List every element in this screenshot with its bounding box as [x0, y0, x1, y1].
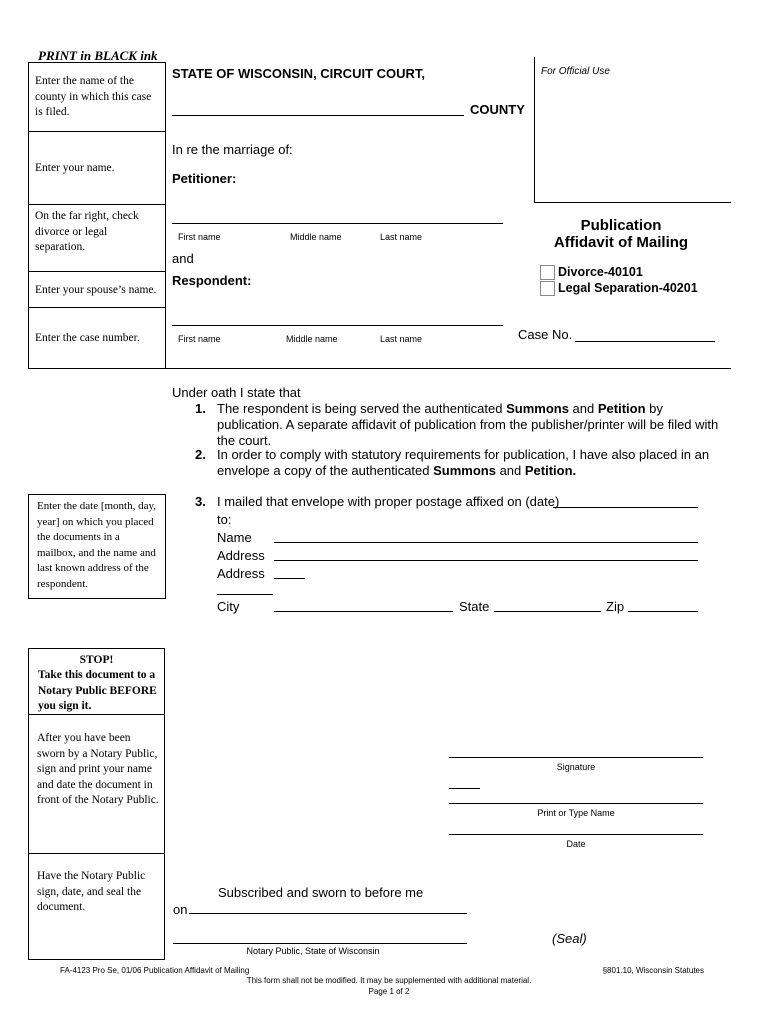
address2-input[interactable]	[274, 578, 305, 579]
divider	[28, 368, 731, 369]
date-input[interactable]	[449, 834, 703, 835]
zip-input[interactable]	[628, 611, 698, 612]
instruction-notary: Have the Notary Public sign, date, and seal the document.	[37, 870, 146, 913]
county-input[interactable]	[172, 115, 464, 116]
divorce-label: Divorce-40101	[558, 265, 643, 279]
petitioner-first-name-label: First name	[178, 232, 221, 242]
form-title-line2: Affidavit of Mailing	[553, 234, 689, 251]
case-no-input[interactable]	[575, 341, 715, 342]
instruction-case-number: Enter the case number.	[35, 332, 140, 344]
respondent-name-input[interactable]	[172, 325, 503, 326]
county-label: COUNTY	[470, 102, 525, 117]
item1-petition: Petition	[597, 401, 646, 416]
signature-extra-line[interactable]	[449, 788, 480, 789]
city-label: City	[217, 599, 240, 614]
divider	[28, 853, 165, 854]
footer-page: Page 1 of 2	[368, 987, 410, 996]
oath-intro: Under oath I state that	[172, 385, 301, 400]
seal-label: (Seal)	[552, 931, 587, 946]
divider	[165, 62, 166, 368]
instruction-your-name: Enter your name.	[35, 162, 115, 174]
zip-label: Zip	[606, 599, 625, 614]
item2-petition: Petition.	[524, 463, 577, 478]
petitioner-last-name-label: Last name	[380, 232, 423, 242]
divider	[28, 62, 29, 368]
official-use-box	[534, 57, 535, 202]
item3-to: to:	[217, 512, 232, 527]
signature-input[interactable]	[449, 757, 703, 758]
notary-label: Notary Public, State of Wisconsin	[246, 946, 380, 956]
item3-number: 3.	[195, 494, 206, 509]
item2-text-c: and	[495, 463, 525, 478]
divider	[28, 307, 165, 308]
divorce-checkbox[interactable]	[540, 265, 555, 280]
address1-label: Address	[217, 548, 265, 563]
court-title: STATE OF WISCONSIN, CIRCUIT COURT,	[172, 66, 426, 81]
notary-date-input[interactable]	[189, 913, 467, 914]
divider	[28, 62, 165, 63]
state-input[interactable]	[494, 611, 601, 612]
stop-body: Take this document to a Notary Public BEFORE you sign it.	[38, 669, 157, 712]
item1-text-c: and	[568, 401, 598, 416]
item2-text-a: In order to comply with statutory requirements for publication, I have also placed in an envelope a copy of the authenticated	[217, 447, 710, 478]
footer-statute: §801.10, Wisconsin Statutes	[602, 966, 704, 975]
respondent-mail-name-input[interactable]	[274, 542, 698, 543]
print-name-input[interactable]	[449, 803, 703, 804]
instruction-mailing: Enter the date [month, day, year] on which you placed the documents in a mailbox, and the name and last known address of the respondent.	[37, 500, 157, 590]
item1-text-a: The respondent is being served the authenticated	[217, 401, 507, 416]
legal-separation-checkbox[interactable]	[540, 281, 555, 296]
date-label: Date	[566, 839, 586, 849]
legal-separation-label: Legal Separation-40201	[558, 281, 698, 295]
footer-form-id: FA-4123 Pro Se, 01/06 Publication Affidavit of Mailing	[60, 966, 250, 975]
form-title-line1: Publication	[580, 217, 662, 234]
address2-label: Address	[217, 566, 265, 581]
item3-text: I mailed that envelope with proper postage affixed on (date)	[217, 494, 560, 509]
respondent-first-name-label: First name	[178, 334, 221, 344]
name-label: Name	[217, 530, 252, 545]
address1-input[interactable]	[274, 560, 698, 561]
divider	[534, 202, 731, 203]
form-title	[511, 217, 731, 251]
item1-number: 1.	[195, 401, 206, 416]
address2-continued-input[interactable]	[217, 594, 273, 595]
instruction-sign: After you have been sworn by a Notary Public, sign and print your name and date the document in front of the Notary Public.	[37, 732, 159, 806]
state-label: State	[459, 599, 490, 614]
case-no-label: Case No.	[518, 327, 573, 342]
petitioner-name-input[interactable]	[172, 223, 503, 224]
stop-title: STOP!	[79, 654, 114, 666]
divider	[28, 131, 165, 132]
respondent-label: Respondent:	[172, 273, 252, 288]
mailing-date-input[interactable]	[553, 507, 698, 508]
item1-summons: Summons	[506, 401, 569, 416]
respondent-last-name-label: Last name	[380, 334, 423, 344]
notary-signature-input[interactable]	[173, 943, 467, 944]
city-input[interactable]	[274, 611, 453, 612]
official-use-label: For Official Use	[541, 66, 610, 77]
item2-summons: Summons	[433, 463, 496, 478]
item1-text-e: by publication. A separate affidavit of publication from the publisher/printer will be filed with the court.	[217, 401, 719, 448]
item1-text	[217, 401, 727, 449]
instruction-check: On the far right, check divorce or legal separation.	[35, 210, 139, 253]
in-re-label: In re the marriage of:	[172, 142, 293, 157]
petitioner-label: Petitioner:	[172, 171, 237, 186]
sworn-label: Subscribed and sworn to before me	[218, 885, 424, 900]
print-name-label: Print or Type Name	[537, 808, 615, 818]
and-label: and	[172, 251, 194, 266]
on-label: on	[173, 902, 188, 917]
item2-text	[217, 447, 712, 479]
instruction-spouse: Enter your spouse’s name.	[35, 284, 157, 296]
divider	[28, 271, 165, 272]
petitioner-middle-name-label: Middle name	[290, 232, 342, 242]
divider	[28, 204, 165, 205]
instruction-county: Enter the name of the county in which this case is filed.	[35, 75, 152, 118]
respondent-middle-name-label: Middle name	[286, 334, 338, 344]
signature-label: Signature	[556, 762, 596, 772]
footer-notice: This form shall not be modified. It may be supplemented with additional material.	[246, 976, 532, 985]
print-note: PRINT in BLACK ink	[38, 48, 158, 63]
item2-number: 2.	[195, 447, 206, 462]
